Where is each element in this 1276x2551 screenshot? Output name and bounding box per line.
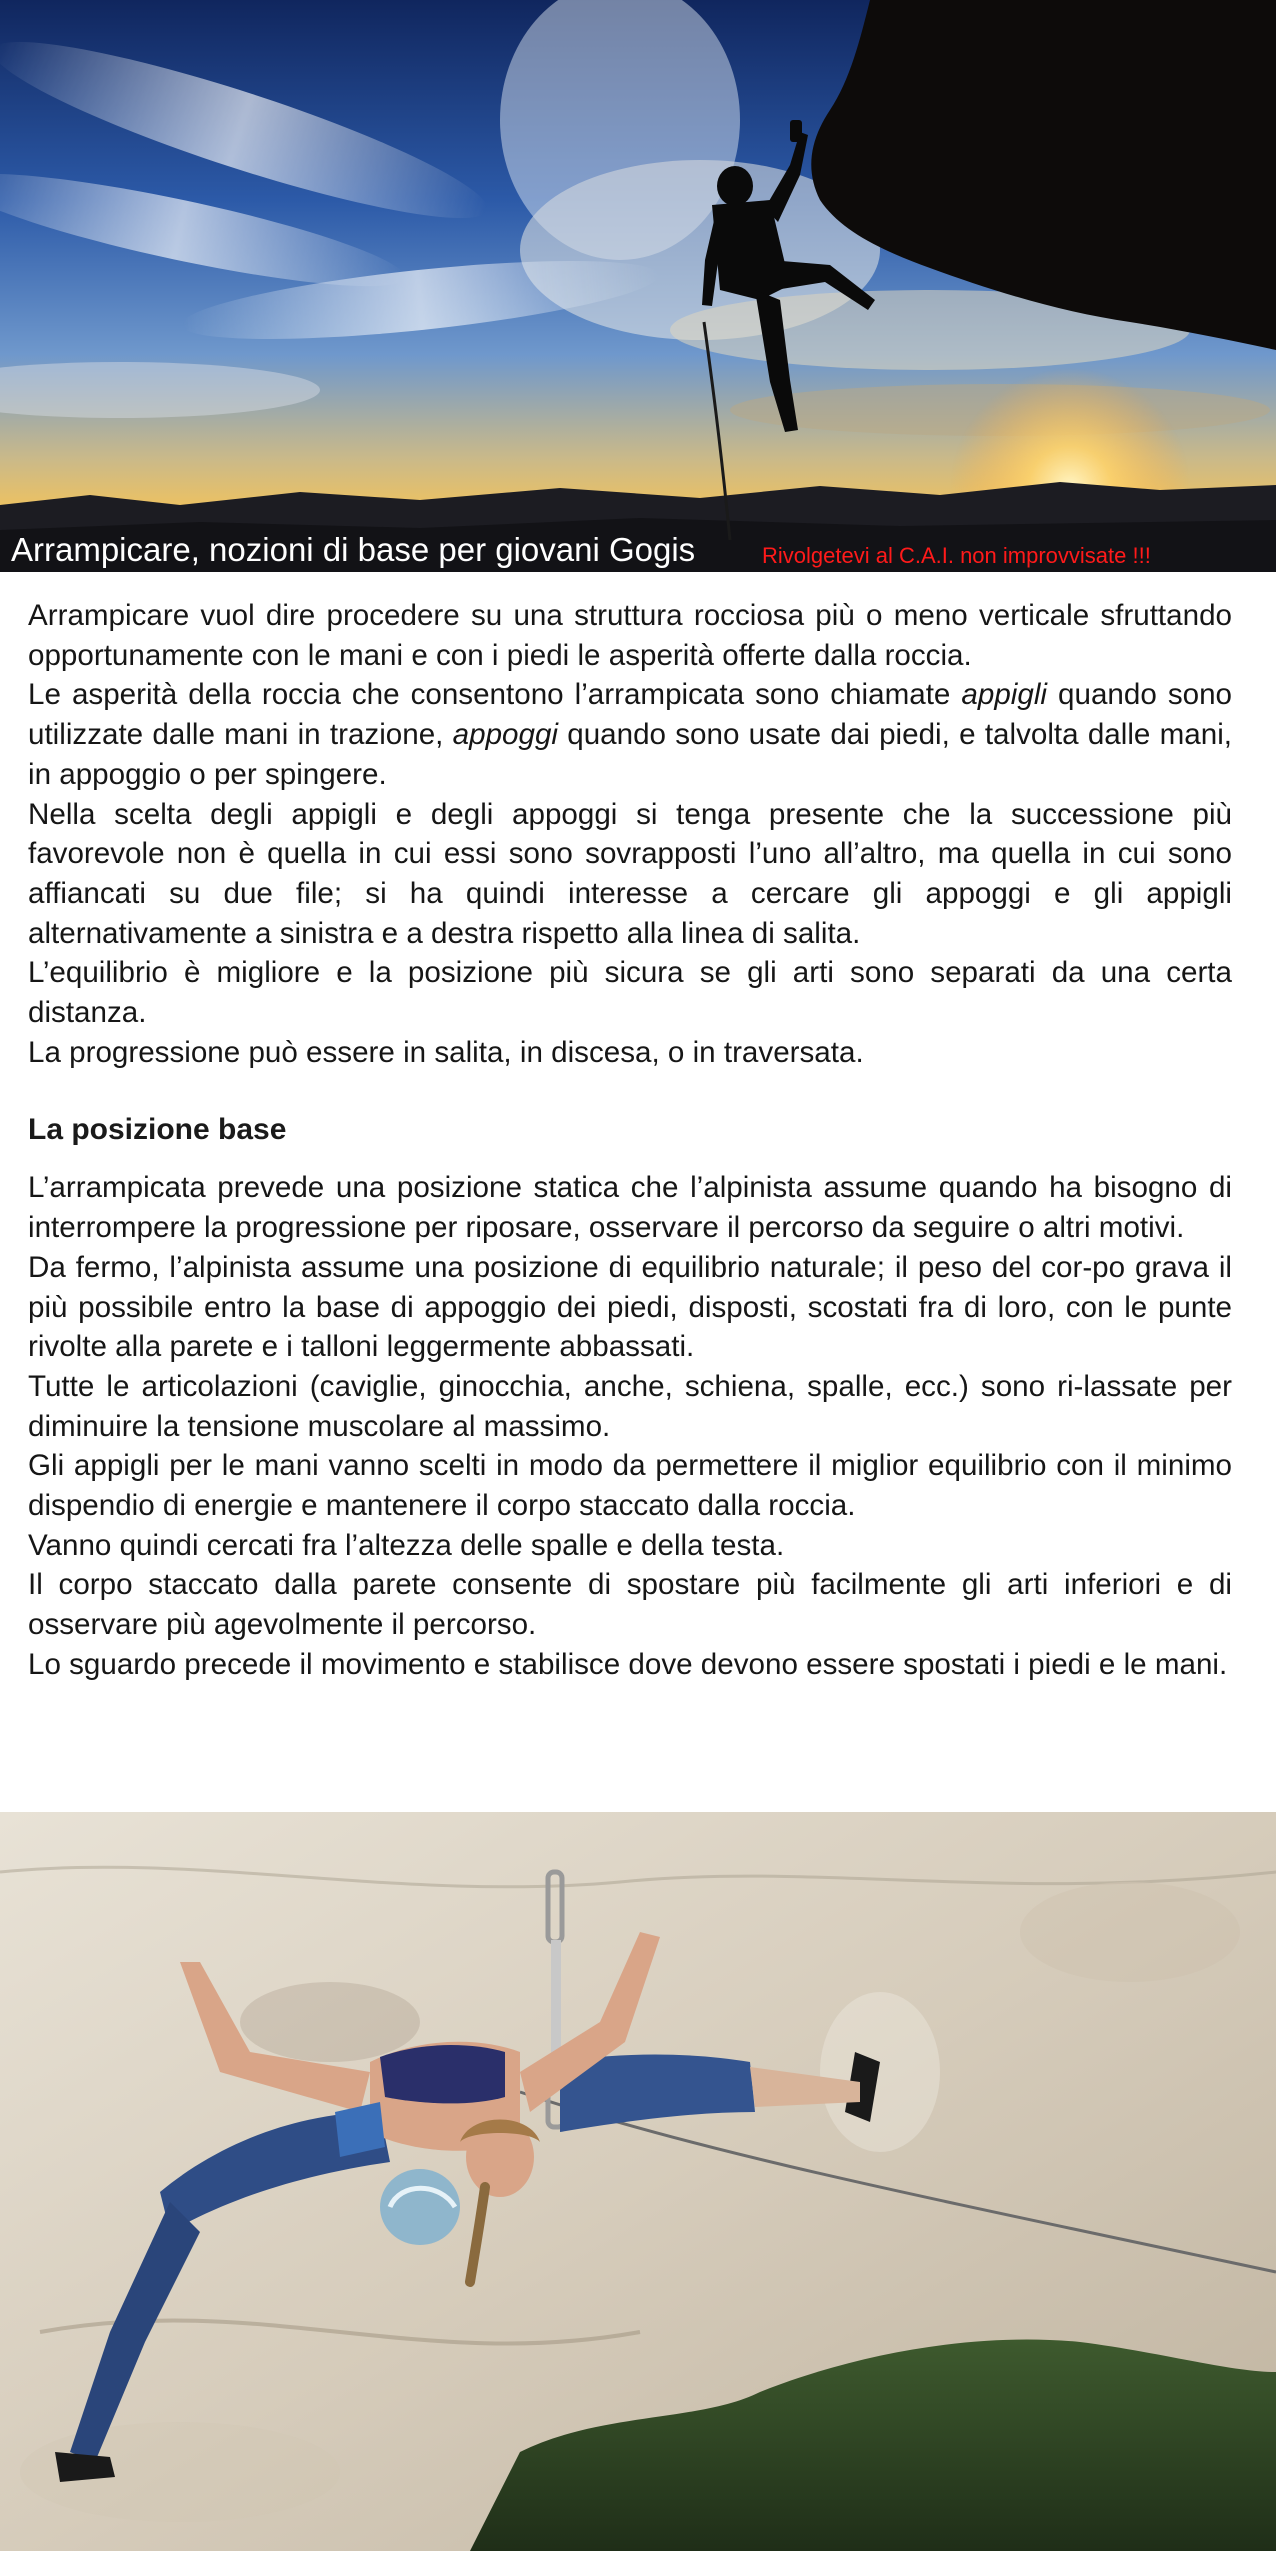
text-segment: quando sono utilizzate dalle mani in trazione,: [28, 678, 1232, 752]
paragraph: [28, 596, 1232, 675]
text-segment: Vanno quindi cercati fra l’altezza delle spalle e della testa.: [28, 1528, 785, 1562]
paragraph: [28, 1565, 1232, 1644]
text-segment: Tutte le articolazioni (caviglie, ginocchia, anche, schiena, spalle, ecc.) sono ri-lassate per diminuire la tensione muscolare al massimo.: [28, 1369, 1232, 1443]
text-segment: Da fermo, l’alpinista assume una posizione di equilibrio naturale; il peso del cor-po grava il più possibile entro la base di appoggio dei piedi, disposti, scostati fra di loro, con le punte rivolte alla parete e i talloni leggermente abbassati.: [28, 1250, 1232, 1364]
text-segment: L’arrampicata prevede una posizione statica che l’alpinista assume quando ha bisogno di interrompere la progressione per riposare, osservare il percorso da seguire o altri motivi.: [28, 1171, 1232, 1245]
text-segment: L’equilibrio è migliore e la posizione più sicura se gli arti sono separati da una certa distanza.: [28, 956, 1232, 1030]
intro-paragraphs: [28, 596, 1232, 1072]
text-segment: Il corpo staccato dalla parete consente di spostare più facilmente gli arti inferiori e di osservare più agevolmente il percorso.: [28, 1568, 1232, 1642]
hero-climber-illustration: [0, 0, 1276, 572]
hero-image: [0, 0, 1276, 572]
text-segment: Le asperità della roccia che consentono l’arrampicata sono chiamate: [28, 678, 962, 712]
paragraph: [28, 1033, 1232, 1073]
paragraph: [28, 1526, 1232, 1566]
paragraph: [28, 953, 1232, 1032]
emphasized-term: appigli: [961, 678, 1047, 712]
text-segment: Gli appigli per le mani vanno scelti in modo da permettere il miglior equilibrio con il minimo dispendio di energie e mantenere il corpo staccato dalla roccia.: [28, 1449, 1232, 1523]
text-segment: Nella scelta degli appigli e degli appoggi si tenga presente che la successione più favorevole non è quella in cui essi sono sovrapposti l’uno all’altro, ma quella in cui sono affiancati su due file; si ha quindi interesse a cercare gli appoggi e gli appigli alternativamente a sinistra e a destra rispetto alla linea di salita.: [28, 797, 1232, 950]
climber-on-rock-illustration: [0, 1812, 1276, 2551]
paragraph: [28, 1367, 1232, 1446]
text-segment: Lo sguardo precede il movimento e stabilisce dove devono essere spostati i piedi e le mani.: [28, 1647, 1228, 1681]
section-paragraphs: [28, 1168, 1232, 1684]
paragraph: [28, 1168, 1232, 1247]
article-body: [28, 596, 1232, 1685]
climber-photo: [0, 1812, 1276, 2551]
text-segment: quando sono usate dai piedi, e talvolta dalle mani, in appoggio o per spingere.: [28, 718, 1232, 791]
section-title: La posizione base: [28, 1113, 287, 1147]
paragraph: [28, 1446, 1232, 1525]
text-segment: La progressione può essere in salita, in discesa, o in traversata.: [28, 1035, 864, 1069]
emphasized-term: appoggi: [452, 718, 558, 752]
paragraph: [28, 1645, 1232, 1685]
hero-caption: Arrampicare, nozioni di base per giovani Gogis: [11, 531, 696, 568]
warning-notice: Rivolgetevi al C.A.I. non improvvisate !!!: [762, 543, 1151, 568]
text-segment: Arrampicare vuol dire procedere su una struttura rocciosa più o meno verticale sfruttando opportunamente con le mani e con i piedi le asperità offerte dalla roccia.: [28, 599, 1232, 672]
paragraph: [28, 1248, 1232, 1367]
paragraph: [28, 795, 1232, 954]
paragraph: [28, 675, 1232, 794]
